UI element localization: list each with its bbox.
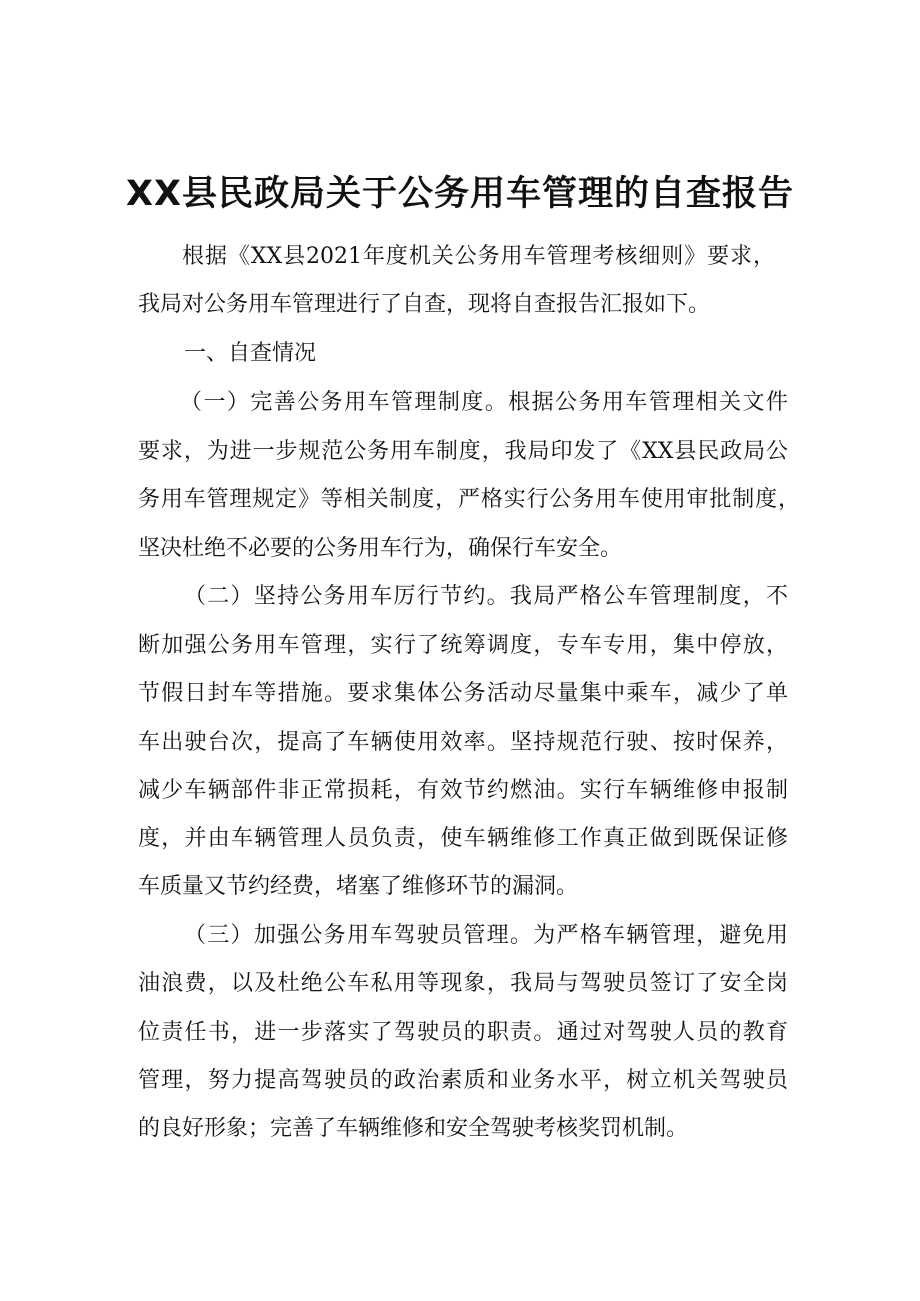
paragraph-line: 的良好形象；完善了车辆维修和安全驾驶考核奖罚机制。 <box>138 1116 689 1141</box>
intro-line: 我局对公务用车管理进行了自查，现将自查报告汇报如下。 <box>138 292 711 317</box>
paragraph-line: 坚决杜绝不必要的公务用车行为，确保行车安全。 <box>138 536 623 561</box>
paragraph-line: 度，并由车辆管理人员负责，使车辆维修工作真正做到既保证修 <box>138 826 788 851</box>
paragraph-line: 节假日封车等措施。要求集体公务活动尽量集中乘车，减少了单 <box>138 681 788 706</box>
paragraph-line: 务用车管理规定》等相关制度，严格实行公务用车使用审批制度， <box>138 487 800 512</box>
paragraph-line: （一）完善公务用车管理制度。根据公务用车管理相关文件 <box>180 390 788 415</box>
paragraph-line: 断加强公务用车管理，实行了统筹调度，专车专用，集中停放， <box>138 633 788 658</box>
paragraph-line: 油浪费，以及杜绝公车私用等现象，我局与驾驶员签订了安全岗 <box>138 971 788 996</box>
paragraph-line: 车出驶台次，提高了车辆使用效率。坚持规范行驶、按时保养， <box>138 730 788 755</box>
paragraph-line: 减少车辆部件非正常损耗，有效节约燃油。实行车辆维修申报制 <box>138 778 788 803</box>
paragraph-line: 车质量又节约经费，堵塞了维修环节的漏洞。 <box>138 874 579 899</box>
document-title: XX县民政局关于公务用车管理的自查报告 <box>126 174 794 214</box>
paragraph-line: 管理，努力提高驾驶员的政治素质和业务水平，树立机关驾驶员 <box>138 1068 788 1093</box>
section-heading: 一、自查情况 <box>184 341 317 366</box>
intro-line: 根据《XX县2021年度机关公务用车管理考核细则》要求， <box>182 244 775 269</box>
paragraph-line: 要求，为进一步规范公务用车制度，我局印发了《XX县民政局公 <box>138 439 788 464</box>
paragraph-line: （三）加强公务用车驾驶员管理。为严格车辆管理，避免用 <box>184 923 788 948</box>
paragraph-line: 位责任书，进一步落实了驾驶员的职责。通过对驾驶人员的教育 <box>138 1020 788 1045</box>
paragraph-line: （二）坚持公务用车厉行节约。我局严格公车管理制度，不 <box>184 584 788 609</box>
